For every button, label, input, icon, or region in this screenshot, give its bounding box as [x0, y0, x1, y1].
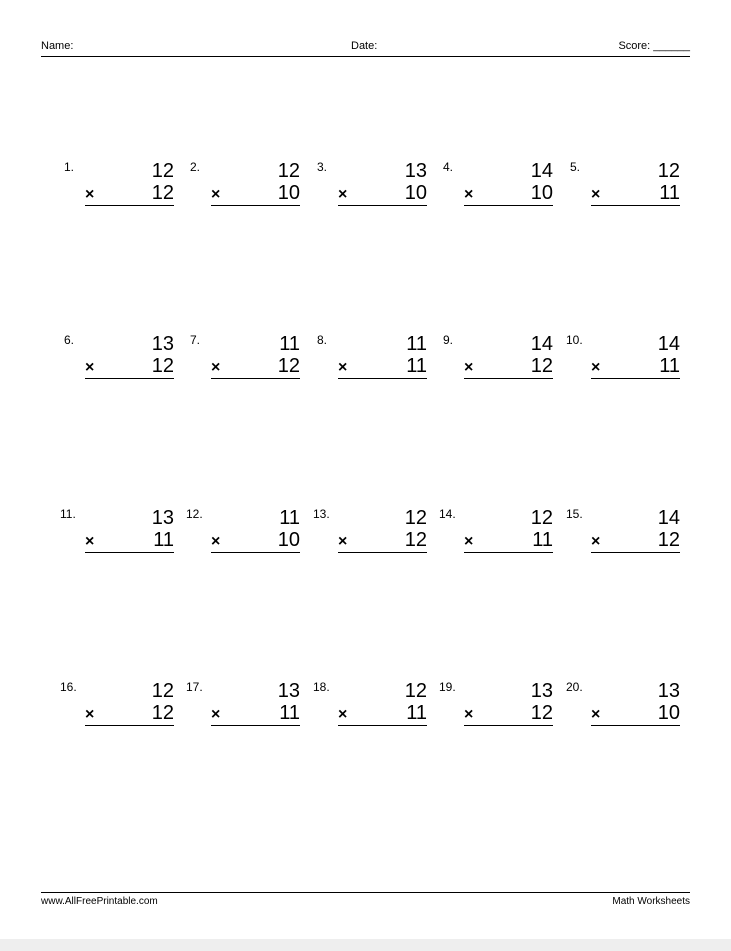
problem-multiplier: 10: [404, 182, 427, 204]
answer-line: [464, 725, 553, 726]
answer-line: [591, 725, 680, 726]
multiply-sign: ×: [211, 186, 221, 203]
problem-number: 19.: [439, 680, 456, 694]
multiply-sign: ×: [211, 359, 221, 376]
problem: [313, 507, 427, 557]
problem-multiplicand: 13: [404, 160, 427, 182]
multiply-sign: ×: [338, 359, 348, 376]
problem: [186, 680, 300, 730]
problem: [60, 507, 174, 557]
problem-multiplier: 10: [657, 702, 680, 724]
problem-multiplicand: 12: [151, 160, 174, 182]
problem-number: 9.: [443, 333, 454, 347]
problem-number: 1.: [64, 160, 75, 174]
problem: [64, 160, 174, 210]
problem-multiplier: 12: [657, 529, 680, 551]
multiply-sign: ×: [338, 186, 348, 203]
problem-multiplier: 12: [404, 529, 427, 551]
worksheet-footer: [41, 892, 690, 907]
problem-multiplier: 11: [153, 529, 174, 551]
problem-multiplier: 10: [277, 529, 300, 551]
problem-multiplicand: 14: [657, 507, 680, 529]
answer-line: [85, 205, 174, 206]
problem-multiplier: 11: [659, 355, 680, 377]
problem: [190, 333, 300, 383]
problem-multiplier: 11: [532, 529, 553, 551]
problem-multiplier: 12: [277, 355, 300, 377]
problem-number: 17.: [186, 680, 203, 694]
problem: [317, 333, 427, 383]
problem-multiplier: 10: [277, 182, 300, 204]
answer-line: [85, 725, 174, 726]
answer-line: [464, 205, 553, 206]
multiply-sign: ×: [85, 186, 95, 203]
problem-multiplicand: 14: [530, 160, 553, 182]
problem-multiplicand: 12: [151, 680, 174, 702]
answer-line: [211, 725, 300, 726]
answer-line: [591, 378, 680, 379]
problem-multiplicand: 14: [657, 333, 680, 355]
problem: [186, 507, 300, 557]
answer-line: [338, 378, 427, 379]
answer-line: [338, 552, 427, 553]
problem: [317, 160, 427, 210]
problem-number: 7.: [190, 333, 201, 347]
problem-multiplier: 10: [530, 182, 553, 204]
problem-number: 20.: [566, 680, 583, 694]
problem: [566, 507, 680, 557]
problem: [570, 160, 680, 210]
multiply-sign: ×: [338, 706, 348, 723]
answer-line: [338, 725, 427, 726]
problem-multiplier: 12: [151, 702, 174, 724]
multiply-sign: ×: [211, 706, 221, 723]
problem: [190, 160, 300, 210]
problem-number: 11.: [60, 507, 76, 521]
multiply-sign: ×: [464, 359, 474, 376]
problem: [313, 680, 427, 730]
multiply-sign: ×: [211, 533, 221, 550]
problem-number: 8.: [317, 333, 328, 347]
problem-multiplicand: 13: [277, 680, 300, 702]
problem-multiplicand: 13: [530, 680, 553, 702]
multiply-sign: ×: [591, 359, 601, 376]
answer-line: [85, 552, 174, 553]
problem-multiplicand: 12: [404, 507, 427, 529]
problem-number: 14.: [439, 507, 456, 521]
multiply-sign: ×: [338, 533, 348, 550]
problem: [439, 680, 553, 730]
problem-multiplicand: 14: [530, 333, 553, 355]
problem-number: 4.: [443, 160, 454, 174]
multiply-sign: ×: [464, 533, 474, 550]
problem-multiplier: 11: [406, 702, 427, 724]
problem-number: 16.: [60, 680, 77, 694]
problem-number: 5.: [570, 160, 581, 174]
answer-line: [464, 552, 553, 553]
problem: [443, 333, 553, 383]
answer-line: [591, 552, 680, 553]
problem-multiplicand: 11: [279, 333, 300, 355]
problem-multiplier: 11: [279, 702, 300, 724]
multiply-sign: ×: [85, 706, 95, 723]
score-label: Score: ______: [618, 40, 690, 52]
answer-line: [211, 552, 300, 553]
problem: [566, 680, 680, 730]
problem: [566, 333, 680, 383]
problem-number: 12.: [186, 507, 203, 521]
footer-website-link[interactable]: www.AllFreePrintable.com: [41, 896, 158, 907]
multiply-sign: ×: [591, 533, 601, 550]
answer-line: [464, 378, 553, 379]
problem-multiplicand: 13: [151, 507, 174, 529]
problem-number: 2.: [190, 160, 201, 174]
problem: [64, 333, 174, 383]
multiply-sign: ×: [591, 706, 601, 723]
problem-multiplicand: 12: [277, 160, 300, 182]
answer-line: [338, 205, 427, 206]
problem-multiplicand: 11: [406, 333, 427, 355]
multiply-sign: ×: [464, 186, 474, 203]
problem-number: 3.: [317, 160, 328, 174]
answer-line: [591, 205, 680, 206]
problem-number: 15.: [566, 507, 583, 521]
problem-multiplier: 11: [659, 182, 680, 204]
problem: [439, 507, 553, 557]
answer-line: [211, 378, 300, 379]
date-label: Date:: [351, 40, 378, 52]
problem-multiplicand: 11: [279, 507, 300, 529]
answer-line: [211, 205, 300, 206]
name-label: Name:: [41, 40, 74, 52]
problem-multiplicand: 13: [151, 333, 174, 355]
problem-number: 13.: [313, 507, 330, 521]
problem-multiplier: 12: [151, 355, 174, 377]
problem-multiplicand: 12: [404, 680, 427, 702]
footer-category: Math Worksheets: [612, 896, 690, 907]
problem-multiplicand: 12: [530, 507, 553, 529]
problem-multiplier: 12: [151, 182, 174, 204]
problem-multiplier: 11: [406, 355, 427, 377]
answer-line: [85, 378, 174, 379]
multiply-sign: ×: [464, 706, 474, 723]
problem-multiplier: 12: [530, 702, 553, 724]
multiply-sign: ×: [591, 186, 601, 203]
problem-multiplier: 12: [530, 355, 553, 377]
problem: [443, 160, 553, 210]
problem-number: 10.: [566, 333, 583, 347]
multiply-sign: ×: [85, 533, 95, 550]
problem-multiplicand: 13: [657, 680, 680, 702]
problem-multiplicand: 12: [657, 160, 680, 182]
multiply-sign: ×: [85, 359, 95, 376]
problem-number: 6.: [64, 333, 75, 347]
problem-number: 18.: [313, 680, 330, 694]
problem: [60, 680, 174, 730]
